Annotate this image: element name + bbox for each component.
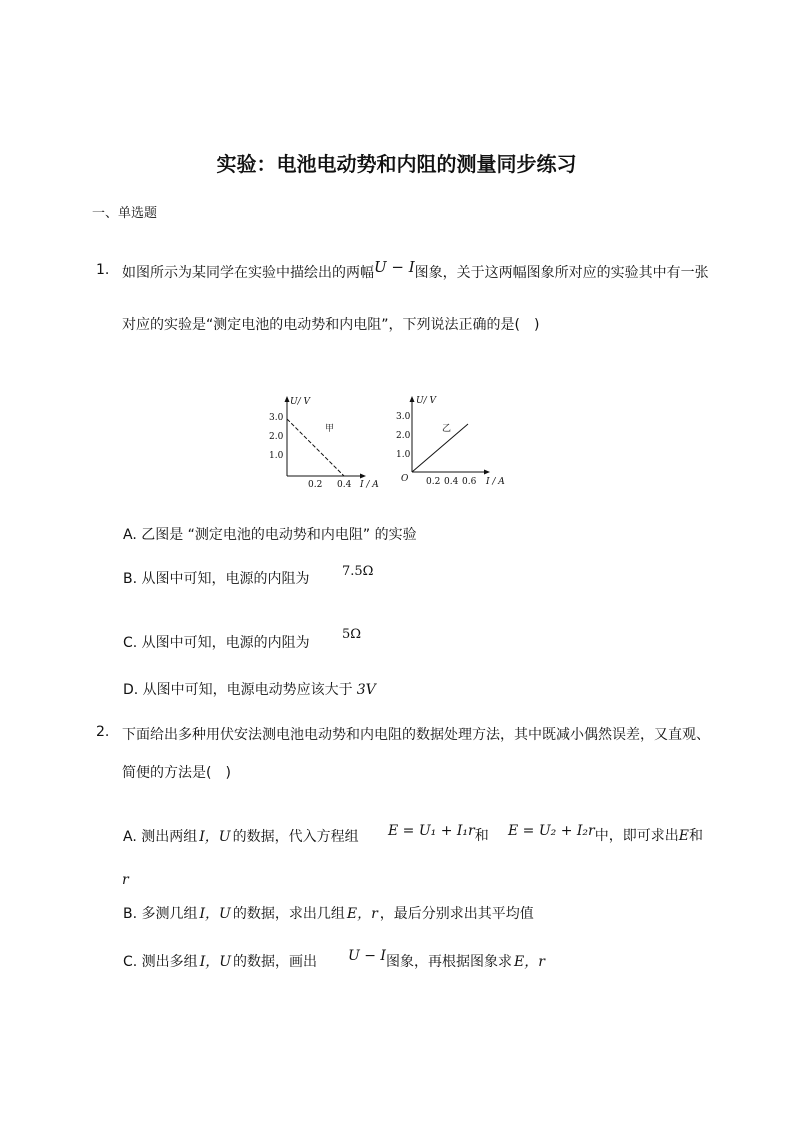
graph-tag: 甲 <box>325 424 335 434</box>
option-text: 的数据，求出几组 <box>232 906 345 922</box>
question-number: 1. <box>96 262 110 278</box>
x-tick-label: 0.2 <box>426 477 441 487</box>
option-c[interactable] <box>123 632 310 652</box>
option-b[interactable] <box>123 903 534 923</box>
math-variable: E <box>678 828 689 844</box>
y-tick-label: 3.0 <box>396 412 411 422</box>
math-equation: E = U₂ + I₂r <box>508 823 595 839</box>
x-tick-label: 0.4 <box>337 480 352 490</box>
graph-yi <box>394 392 514 492</box>
option-text: C. 从图中可知，电源的内阻为 <box>123 635 310 651</box>
option-text: 和 <box>688 828 703 844</box>
math-variables: I，U <box>199 906 231 922</box>
text-segment: 图象，关于这两幅图象所对应的实验其中有一张 <box>414 265 709 281</box>
option-a[interactable]: A. 乙图是 “测定电池的电动势和内电阻” 的实验 <box>123 527 417 543</box>
x-tick-label: 0.4 <box>444 477 459 487</box>
option-text: A. 测出两组 <box>123 829 198 845</box>
option-text: ，最后分别求出其平均值 <box>379 906 534 922</box>
y-tick-label: 1.0 <box>269 451 284 461</box>
y-tick-label: 2.0 <box>269 432 284 442</box>
math-variable: r <box>122 872 129 888</box>
option-text: B. 多测几组 <box>123 906 198 922</box>
option-text: D. 从图中可知，电源电动势应该大于 <box>123 682 353 698</box>
option-a[interactable] <box>123 826 359 846</box>
question-text-line1 <box>122 258 709 282</box>
text-segment: 如图所示为某同学在实验中描绘出的两幅 <box>122 265 374 281</box>
x-axis-label: I / A <box>486 477 505 487</box>
option-text: 图象，再根据图象求 <box>385 954 512 970</box>
equation-1 <box>388 820 489 844</box>
question-text-line1: 下面给出多种用伏安法测电池电动势和内电阻的数据处理方法，其中既减小偶然误差，又直观、 <box>122 727 710 743</box>
math-expression-group <box>348 945 545 970</box>
math-value: 3V <box>356 682 376 698</box>
option-c[interactable] <box>123 951 317 971</box>
math-expression: U − I <box>348 948 386 964</box>
x-tick-label: 0.6 <box>462 477 477 487</box>
y-tick-label: 1.0 <box>396 450 411 460</box>
x-axis-label: I / A <box>360 480 379 490</box>
origin-label: O <box>401 474 409 484</box>
data-line-jia <box>287 419 344 476</box>
math-equation: E = U₁ + I₁r <box>388 823 475 839</box>
y-tick-label: 3.0 <box>269 413 284 423</box>
question-number: 2. <box>96 724 110 740</box>
y-axis-label: U/ V <box>290 397 310 407</box>
math-variables: I，U <box>199 954 232 970</box>
option-text: C. 测出多组 <box>123 954 198 970</box>
option-text: 的数据，代入方程组 <box>232 829 359 845</box>
graph-tag: 乙 <box>442 424 452 434</box>
x-tick-label: 0.2 <box>308 480 323 490</box>
math-variables: I，U <box>199 829 231 845</box>
option-b[interactable] <box>123 568 310 588</box>
question-text-line2: 简便的方法是( ) <box>122 765 231 781</box>
page-title: 实验：电池电动势和内阻的测量同步练习 <box>216 152 577 176</box>
option-text: 的数据，画出 <box>233 954 318 970</box>
equation-2 <box>508 820 703 844</box>
math-value: 7.5Ω <box>342 564 374 579</box>
y-axis-label: U/ V <box>416 396 436 406</box>
option-d[interactable] <box>123 679 376 699</box>
option-text: 中，即可求出 <box>594 828 679 844</box>
math-expression: U − I <box>374 258 415 276</box>
section-heading: 一、单选题 <box>92 206 158 221</box>
question-text-line2: 对应的实验是“测定电池的电动势和内电阻”，下列说法正确的是( ) <box>122 317 540 333</box>
math-variables: E，r <box>513 954 545 970</box>
option-text: 和 <box>474 828 489 844</box>
graph-jia <box>262 392 392 492</box>
y-tick-label: 2.0 <box>396 431 411 441</box>
math-value: 5Ω <box>342 627 362 642</box>
option-text: B. 从图中可知，电源的内阻为 <box>123 571 310 587</box>
math-variables: E，r <box>346 906 378 922</box>
data-line-yi <box>412 424 468 472</box>
